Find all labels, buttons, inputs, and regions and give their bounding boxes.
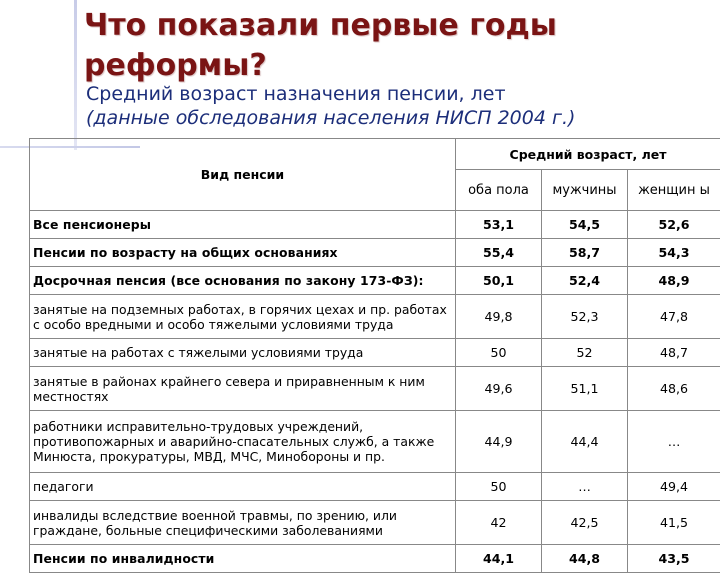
table-row (30, 267, 720, 295)
value-women: … (628, 411, 720, 473)
row-label: педагоги (30, 473, 456, 501)
value-men: 52,3 (542, 295, 628, 339)
slide-subtitle (86, 82, 706, 130)
table-row (30, 211, 720, 239)
slide-title: Что показали первые годы реформы? (84, 6, 684, 86)
table-row (30, 545, 720, 573)
row-label: работники исправительно-трудовых учреждений, противопожарных и аварийно-спасательных служб, а также Минюста, прокуратуры, МВД, МЧС, Минобороны и пр. (30, 411, 456, 473)
row-label: занятые на подземных работах, в горячих цехах и пр. работах с особо вредными и особо тяжелыми условиями труда (30, 295, 456, 339)
value-both-sexes: 50 (456, 339, 542, 367)
row-label: Пенсии по возрасту на общих основаниях (30, 239, 456, 267)
row-label: инвалиды вследствие военной травмы, по зрению, или гражданe, больные специфическими заболеваниями (30, 501, 456, 545)
value-both-sexes: 50 (456, 473, 542, 501)
value-both-sexes: 50,1 (456, 267, 542, 295)
value-both-sexes: 44,1 (456, 545, 542, 573)
row-label: Досрочная пенсия (все основания по закону 173-ФЗ): (30, 267, 456, 295)
value-women: 48,9 (628, 267, 720, 295)
value-both-sexes: 42 (456, 501, 542, 545)
row-label: занятые в районах крайнего севера и приравненным к ним местностях (30, 367, 456, 411)
value-women: 54,3 (628, 239, 720, 267)
value-both-sexes: 55,4 (456, 239, 542, 267)
table-row (30, 295, 720, 339)
table-row (30, 411, 720, 473)
value-men: 54,5 (542, 211, 628, 239)
header-row-1 (30, 139, 720, 170)
header-both-sexes: оба пола (456, 170, 542, 211)
value-women: 41,5 (628, 501, 720, 545)
value-both-sexes: 53,1 (456, 211, 542, 239)
value-women: 49,4 (628, 473, 720, 501)
value-women: 52,6 (628, 211, 720, 239)
value-men: 44,8 (542, 545, 628, 573)
value-men: 58,7 (542, 239, 628, 267)
row-label: занятые на работах с тяжелыми условиями труда (30, 339, 456, 367)
value-both-sexes: 44,9 (456, 411, 542, 473)
header-average-age: Средний возраст, лет (456, 139, 720, 170)
table-row (30, 339, 720, 367)
table-row (30, 473, 720, 501)
pension-age-table (29, 138, 720, 573)
value-women: 48,6 (628, 367, 720, 411)
header-women: женщин ы (628, 170, 720, 211)
row-label: Все пенсионеры (30, 211, 456, 239)
table-row (30, 367, 720, 411)
value-both-sexes: 49,6 (456, 367, 542, 411)
value-men: 42,5 (542, 501, 628, 545)
value-women: 43,5 (628, 545, 720, 573)
value-men: 51,1 (542, 367, 628, 411)
row-label: Пенсии по инвалидности (30, 545, 456, 573)
value-men: … (542, 473, 628, 501)
header-pension-kind: Вид пенсии (30, 139, 456, 211)
value-both-sexes: 49,8 (456, 295, 542, 339)
header-men: мужчины (542, 170, 628, 211)
subtitle-main: Средний возраст назначения пенсии, лет (86, 82, 706, 106)
value-men: 52,4 (542, 267, 628, 295)
value-women: 47,8 (628, 295, 720, 339)
decorative-vertical-line (74, 0, 77, 150)
table-row (30, 239, 720, 267)
value-men: 44,4 (542, 411, 628, 473)
subtitle-source: (данные обследования населения НИСП 2004 г.) (86, 106, 706, 130)
value-men: 52 (542, 339, 628, 367)
table-row (30, 501, 720, 545)
value-women: 48,7 (628, 339, 720, 367)
